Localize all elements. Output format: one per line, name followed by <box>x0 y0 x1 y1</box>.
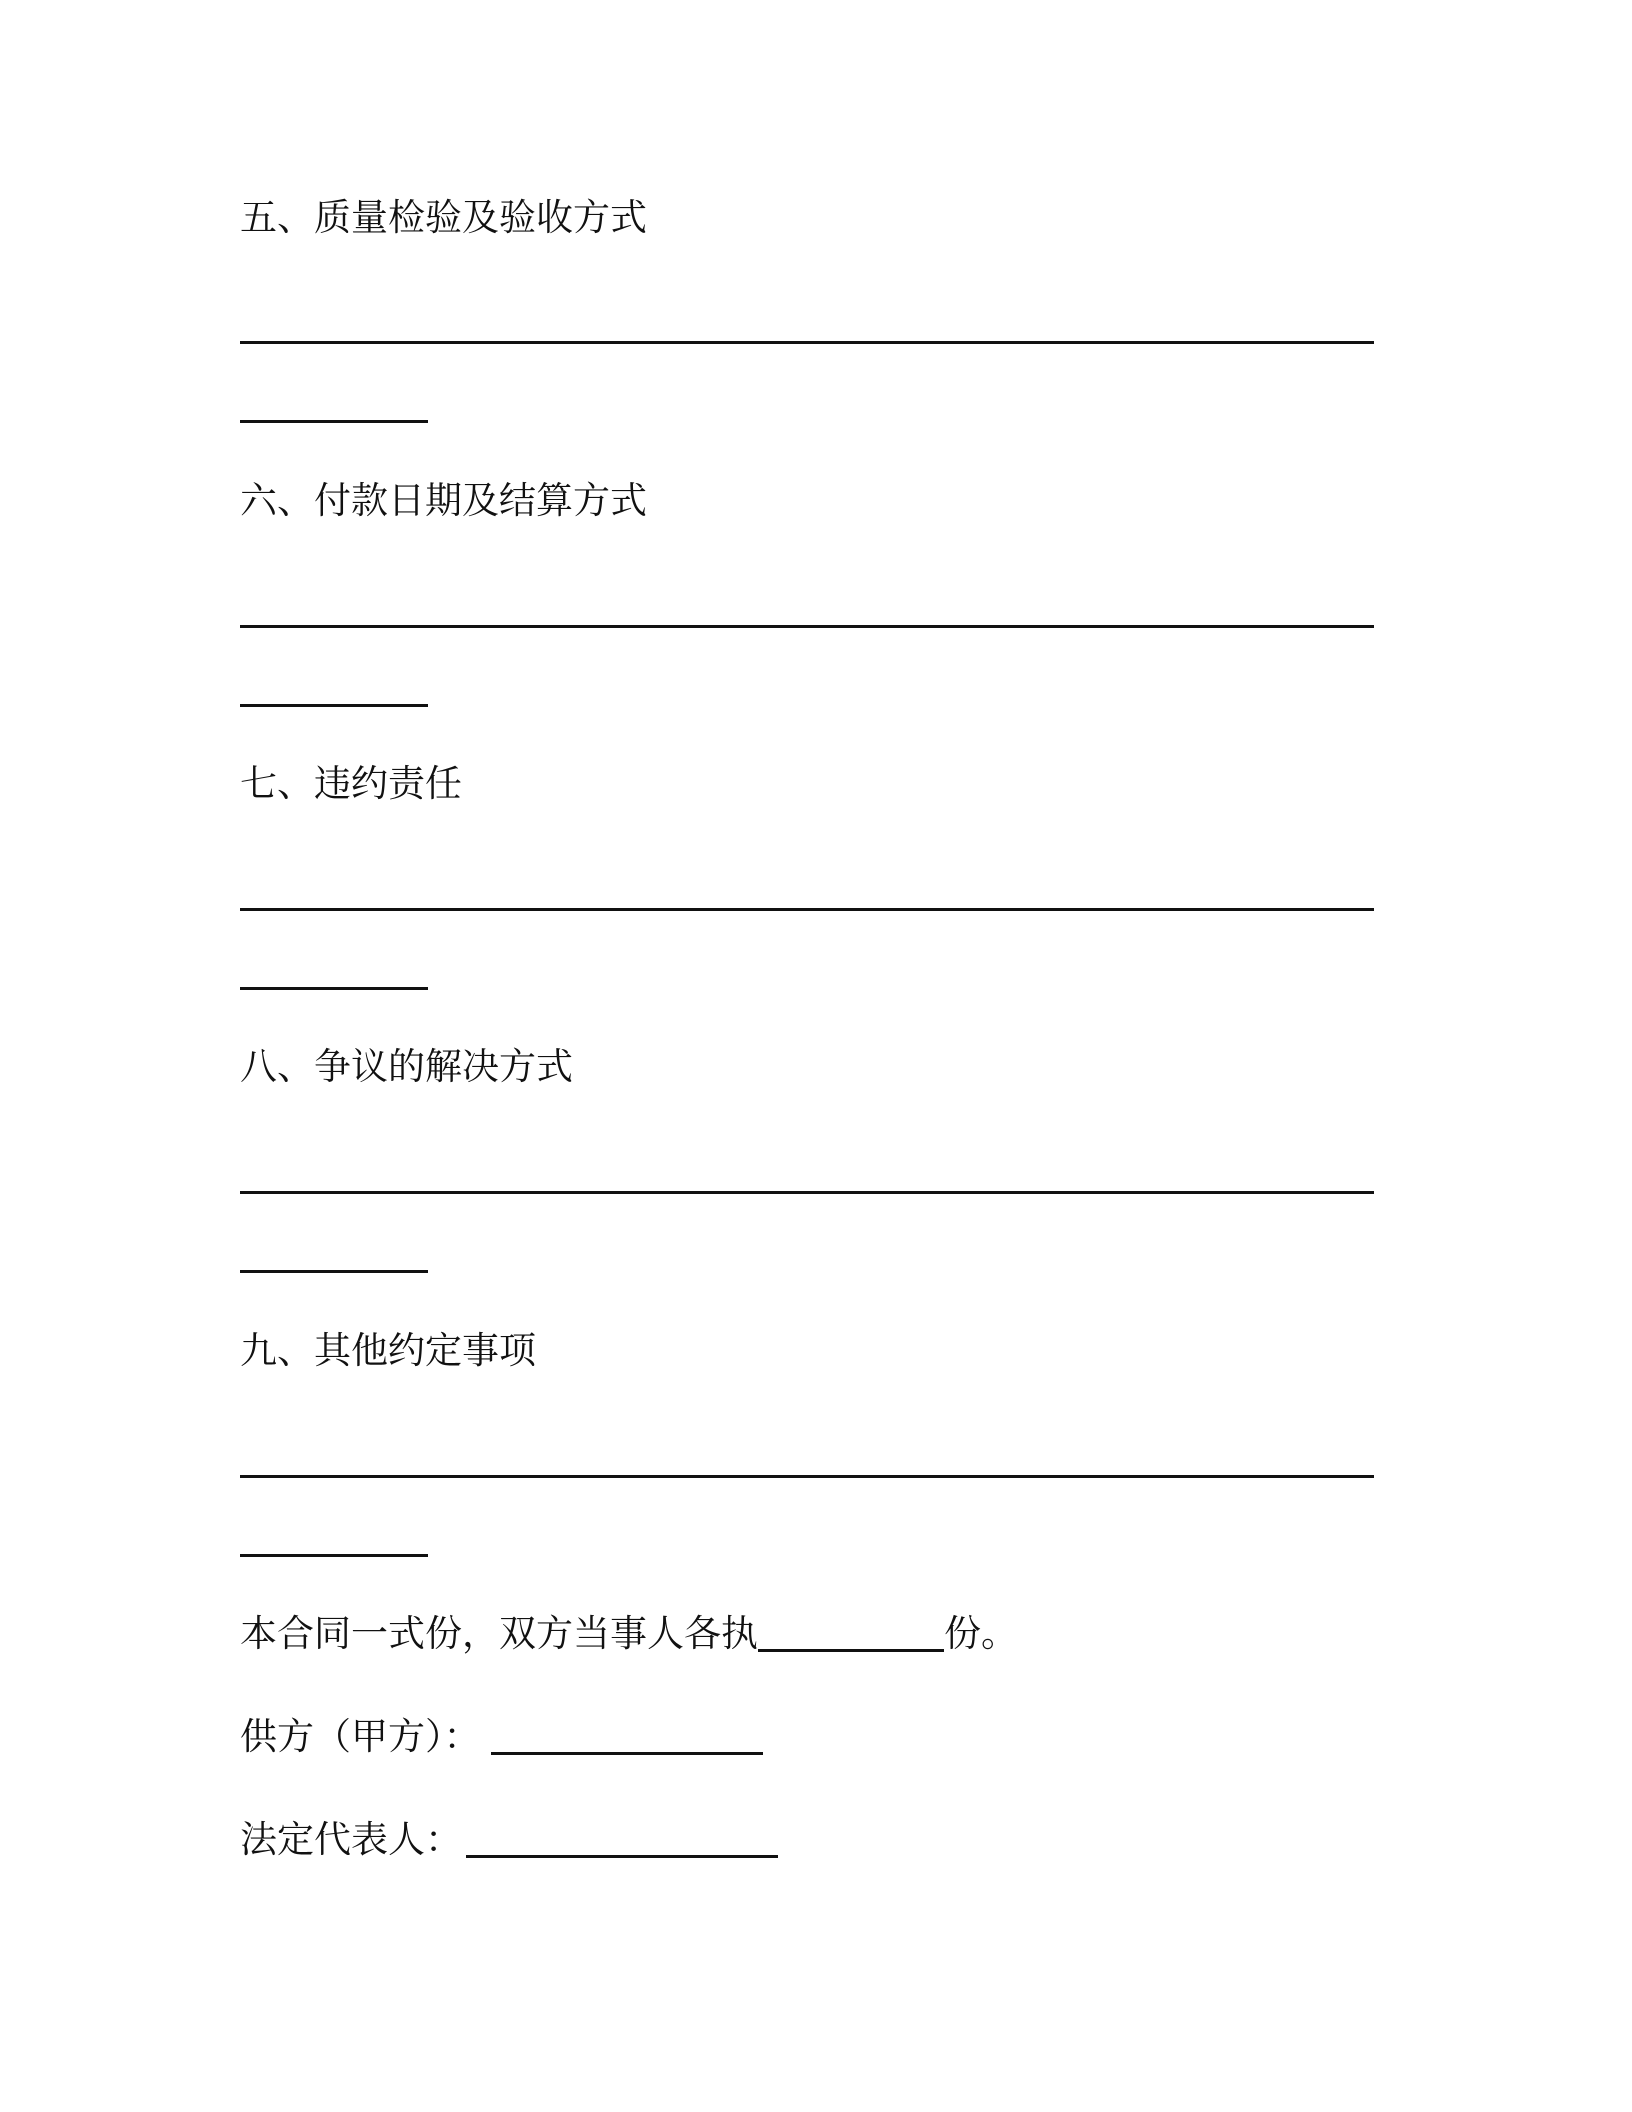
legal-representative-blank[interactable] <box>466 1854 778 1858</box>
legal-representative-label: 法定代表人： <box>240 1818 462 1861</box>
section-5-fill-line-1 <box>240 341 1374 344</box>
section-9-fill-line-2 <box>240 1554 428 1557</box>
section-7-fill-line-2 <box>240 987 428 990</box>
supplier-party-blank[interactable] <box>491 1751 763 1755</box>
section-8-fill-line-1 <box>240 1191 1374 1194</box>
section-5-heading: 五、质量检验及验收方式 <box>240 196 647 239</box>
section-9-fill-line-1 <box>240 1475 1374 1478</box>
copies-clause-prefix: 本合同一式份，双方当事人各执 <box>240 1612 758 1655</box>
section-8-heading: 八、争议的解决方式 <box>240 1045 573 1088</box>
section-5-fill-line-2 <box>240 420 428 423</box>
copies-clause <box>240 1610 1018 1658</box>
copies-clause-suffix: 份。 <box>944 1612 1018 1655</box>
section-6-heading: 六、付款日期及结算方式 <box>240 479 647 522</box>
copies-count-blank[interactable] <box>758 1648 944 1652</box>
supplier-party-line <box>240 1713 763 1761</box>
section-6-fill-line-1 <box>240 625 1374 628</box>
section-7-fill-line-1 <box>240 908 1374 911</box>
legal-representative-line <box>240 1816 778 1864</box>
supplier-party-label: 供方（甲方）： <box>240 1715 481 1758</box>
section-6-fill-line-2 <box>240 704 428 707</box>
section-7-heading: 七、违约责任 <box>240 762 462 805</box>
section-8-fill-line-2 <box>240 1270 428 1273</box>
section-9-heading: 九、其他约定事项 <box>240 1329 536 1372</box>
